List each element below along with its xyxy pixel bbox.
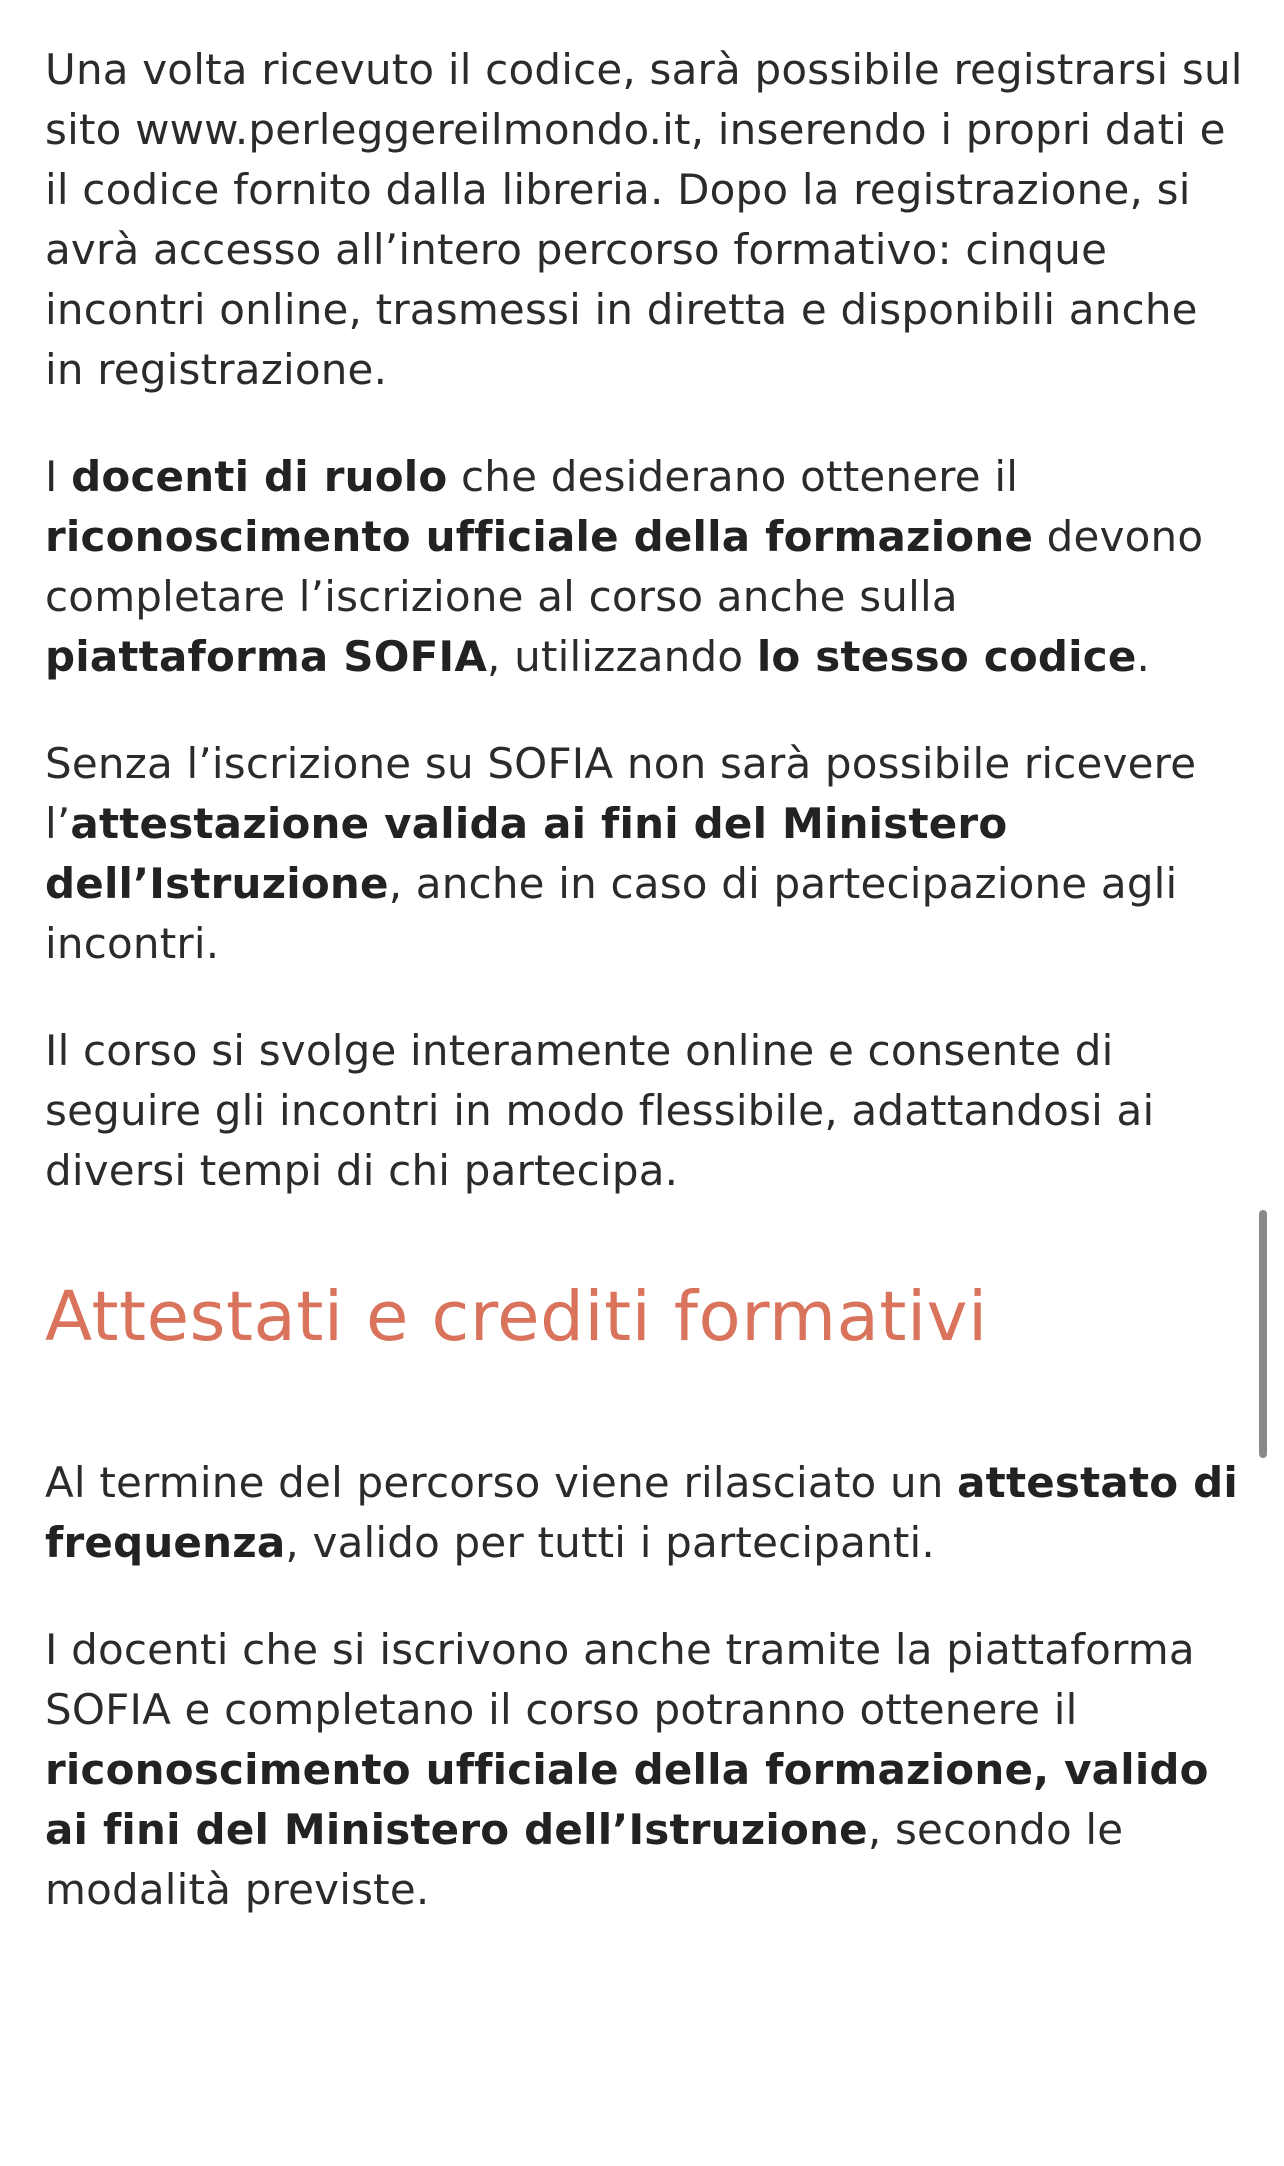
scrollbar-thumb[interactable] — [1259, 1210, 1267, 1458]
bold-attestazione: attestazione valida ai fini del Ministero dell’Istruzione — [45, 799, 1008, 908]
text-segment: devono completare l’iscrizione al corso anche sulla — [45, 512, 1204, 621]
paragraph-sofia-enrollment — [45, 447, 1245, 687]
section-heading: Attestati e crediti formativi — [45, 1277, 988, 1357]
bold-attestato-frequenza: attestato di frequenza — [45, 1458, 1238, 1567]
text-segment: Al termine del percorso viene rilasciato un — [45, 1458, 958, 1507]
paragraph-recognition — [45, 1620, 1245, 1920]
bold-riconoscimento-ministero: riconoscimento ufficiale della formazione, valido ai fini del Ministero dell’Istruzione — [45, 1745, 1209, 1854]
text-segment: , utilizzando — [487, 632, 757, 681]
article-body — [45, 40, 1245, 1920]
paragraph-sofia-requirement — [45, 734, 1245, 974]
bold-stesso-codice: lo stesso codice — [756, 632, 1137, 681]
paragraph-attestato — [45, 1453, 1245, 1573]
paragraph-online-course: Il corso si svolge interamente online e consente di seguire gli incontri in modo flessibile, adattandosi ai diversi tempi di chi partecipa. — [45, 1026, 1155, 1195]
text-segment: . — [1136, 632, 1151, 681]
text-segment: , secondo le modalità previste. — [45, 1805, 1124, 1914]
text-segment: Senza l’iscrizione su SOFIA non sarà possibile ricevere l’ — [45, 739, 1197, 848]
text-segment: , anche in caso di partecipazione agli incontri. — [45, 859, 1178, 968]
bold-riconoscimento: riconoscimento ufficiale della formazione — [45, 512, 1034, 561]
text-segment: che desiderano ottenere il — [447, 452, 1019, 501]
text-segment: I docenti che si iscrivono anche tramite la piattaforma SOFIA e completano il corso potranno ottenere il — [45, 1625, 1195, 1734]
text-segment: I — [45, 452, 72, 501]
paragraph-registration: Una volta ricevuto il codice, sarà possibile registrarsi sul sito www.perleggereilmondo.it, inserendo i propri dati e il codice fornito dalla libreria. Dopo la registrazione, si avrà accesso all’intero percorso formativo: cinque incontri online, trasmessi in diretta e disponibili anche in registrazione. — [45, 45, 1243, 394]
bold-docenti-di-ruolo: docenti di ruolo — [71, 452, 448, 501]
text-segment: , valido per tutti i partecipanti. — [285, 1518, 935, 1567]
bold-piattaforma-sofia: piattaforma SOFIA — [45, 632, 488, 681]
